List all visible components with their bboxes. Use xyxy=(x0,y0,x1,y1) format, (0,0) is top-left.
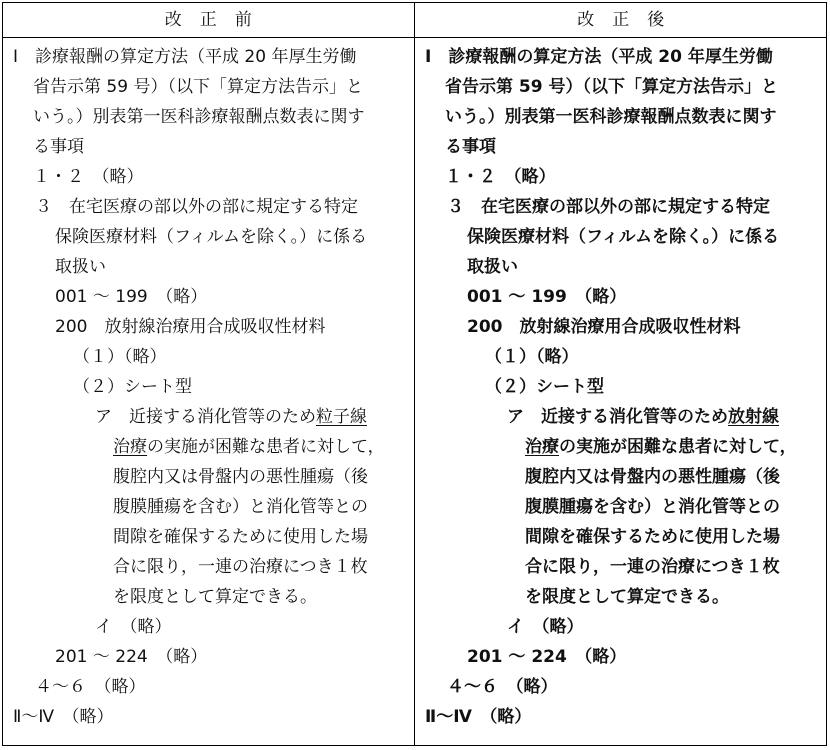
sub-item-a-cont: 腹膜腫瘍を含む）と消化管等との xyxy=(113,497,368,517)
item-1-2: １・２ （略） xyxy=(33,167,144,187)
item-201-224: 201 ～ 224 （略） xyxy=(467,647,627,667)
sub-item-a-cont: 治療の実施が困難な患者に対して， xyxy=(525,437,797,457)
sub-item-a: ア 近接する消化管等のため粒子線 xyxy=(95,407,367,427)
section-1-title: Ⅰ 診療報酬の算定方法（平成 20 年厚生労働 xyxy=(425,47,773,67)
changed-text: 放射線 xyxy=(728,407,779,427)
sub-item-a-cont: 間隙を確保するために使用した場 xyxy=(525,527,780,547)
sub-item-i: イ （略） xyxy=(507,617,584,637)
changed-text: 治療 xyxy=(525,437,559,457)
item-1-2: １・２ （略） xyxy=(445,167,556,187)
item-200-title: 200 放射線治療用合成吸収性材料 xyxy=(55,317,326,337)
changed-text: 粒子線 xyxy=(316,407,367,427)
item-3-title-cont: 取扱い xyxy=(55,257,106,277)
section-2-4: Ⅱ～Ⅳ （略） xyxy=(13,707,114,727)
item-3-title-cont: 保険医療材料（フィルムを除く。）に係る xyxy=(467,227,780,247)
item-001-199: 001 ～ 199 （略） xyxy=(467,287,627,307)
section-1-title-cont: る事項 xyxy=(445,137,496,157)
header-before: 改 正 前 xyxy=(164,10,253,30)
section-1-title-cont: いう。）別表第一医科診療報酬点数表に関す xyxy=(33,107,365,127)
sub-item-i: イ （略） xyxy=(95,617,172,637)
section-2-4: Ⅱ～Ⅳ （略） xyxy=(425,707,532,727)
comparison-table xyxy=(2,2,827,746)
item-001-199: 001 ～ 199 （略） xyxy=(55,287,208,307)
item-200-title: 200 放射線治療用合成吸収性材料 xyxy=(467,317,741,337)
section-1-title: Ⅰ 診療報酬の算定方法（平成 20 年厚生労働 xyxy=(13,47,357,67)
sub-item-2-title: （２）シート型 xyxy=(73,377,192,397)
sub-item-1: （１）（略） xyxy=(485,347,579,367)
column-divider xyxy=(414,3,415,745)
item-4-6: ４～６ （略） xyxy=(447,677,558,697)
sub-item-a-cont: 腹腔内又は骨盤内の悪性腫瘍（後 xyxy=(525,467,780,487)
sub-item-a-cont: 合に限り，一連の治療につき１枚 xyxy=(525,557,780,577)
sub-item-a-cont: を限度として算定できる。 xyxy=(113,587,317,607)
item-4-6: ４～６ （略） xyxy=(35,677,146,697)
sub-item-2-title: （２）シート型 xyxy=(485,377,604,397)
item-3-title: ３ 在宅医療の部以外の部に規定する特定 xyxy=(35,197,358,217)
sub-item-1: （１）（略） xyxy=(73,347,167,367)
item-201-224: 201 ～ 224 （略） xyxy=(55,647,208,667)
changed-text: 治療 xyxy=(113,437,147,457)
section-1-title-cont: 省告示第 59 号）（以下「算定方法告示」と xyxy=(445,77,778,97)
item-3-title-cont: 取扱い xyxy=(467,257,518,277)
item-3-title-cont: 保険医療材料（フィルムを除く。）に係る xyxy=(55,227,368,247)
sub-item-a-cont: 間隙を確保するために使用した場 xyxy=(113,527,368,547)
sub-item-a-cont: 腹膜腫瘍を含む）と消化管等との xyxy=(525,497,780,517)
section-1-title-cont: る事項 xyxy=(33,137,84,157)
sub-item-a-cont: 腹腔内又は骨盤内の悪性腫瘍（後 xyxy=(113,467,368,487)
section-1-title-cont: いう。）別表第一医科診療報酬点数表に関す xyxy=(445,107,777,127)
sub-item-a-cont: を限度として算定できる。 xyxy=(525,587,729,607)
item-3-title: ３ 在宅医療の部以外の部に規定する特定 xyxy=(447,197,770,217)
sub-item-a-cont: 合に限り，一連の治療につき１枚 xyxy=(113,557,368,577)
header-divider xyxy=(3,37,826,38)
header-after: 改 正 後 xyxy=(577,10,665,30)
sub-item-a: ア 近接する消化管等のため放射線 xyxy=(507,407,779,427)
sub-item-a-cont: 治療の実施が困難な患者に対して， xyxy=(113,437,385,457)
section-1-title-cont: 省告示第 59 号）（以下「算定方法告示」と xyxy=(33,77,363,97)
